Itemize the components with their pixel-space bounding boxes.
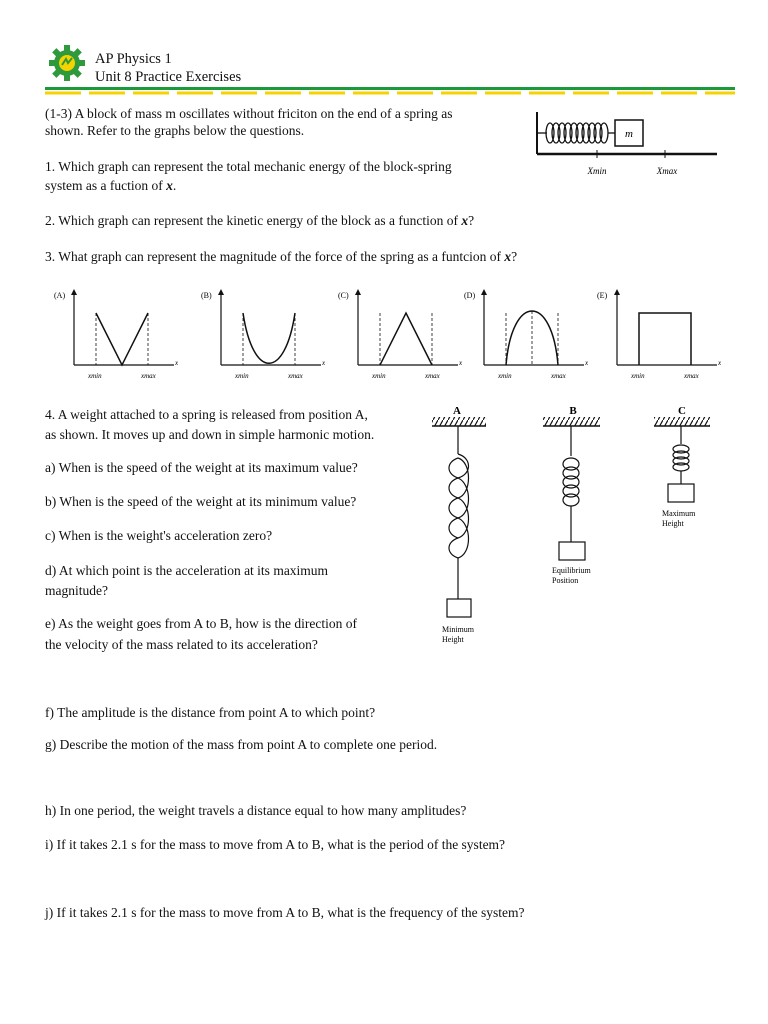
weight-c [668,484,694,502]
horizontal-spring [537,123,615,143]
question-2: 2. Which graph can represent the kinetic energy of the block as a function of x? [45,213,475,228]
graph-letter: (D) [464,291,476,300]
weight-b [559,542,585,560]
q4-part-a: a) When is the speed of the weight at its maximum value? [45,460,358,475]
graph-letter: (C) [338,291,349,300]
question-1-line-1: 1. Which graph can represent the total mechanic energy of the block-spring [45,159,452,174]
graph-a [54,289,179,380]
x-axis-label: x [175,359,179,367]
q4-part-d-line-1: d) At which point is the acceleration at its maximum [45,563,329,578]
xmax-tick-label: xmax [551,372,566,380]
q4-part-e-line-1: e) As the weight goes from A to B, how is the direction of [45,616,357,631]
graph-c [338,289,463,380]
logo [48,44,86,82]
xmin-tick-label: xmin [88,372,102,380]
spring-block-figure [535,108,720,180]
q4-stem-line-1: 4. A weight attached to a spring is released from position A, [45,407,368,422]
q4-part-b: b) When is the speed of the weight at its minimum value? [45,494,357,509]
mass-label: m [625,128,633,140]
intro-line-1: (1-3) A block of mass m oscillates without friciton on the end of a spring as [45,106,453,121]
graph-curve [380,313,432,365]
q4-part-h: h) In one period, the weight travels a distance equal to how many amplitudes? [45,803,467,818]
xmin-tick-label: xmin [498,372,512,380]
gear-icon [48,44,86,82]
q4-part-j: j) If it takes 2.1 s for the mass to move from A to B, what is the frequency of the system? [45,905,525,920]
xmin-label: Xmin [587,166,607,176]
header-stripe [45,86,735,96]
graph-letter: (A) [54,291,66,300]
equilibrium-label-2: Position [552,576,579,585]
course-title: AP Physics 1 [95,51,172,67]
xmax-label: Xmax [656,166,678,176]
question-1-line-2: system as a fuction of x. [45,178,177,193]
xmax-tick-label: xmax [425,372,440,380]
x-axis-label: x [718,359,722,367]
x-axis-label: x [459,359,463,367]
graph-curve [639,313,691,365]
maximum-height-label-1: Maximum [662,509,696,518]
q4-part-f: f) The amplitude is the distance from point A to which point? [45,705,376,720]
graph-options-figure [40,285,730,385]
label-c: C [678,405,686,417]
xmin-tick-label: xmin [235,372,249,380]
x-axis-label: x [322,359,326,367]
minimum-height-label-1: Minimum [442,625,475,634]
graph-curve [243,313,295,363]
x-axis-label: x [585,359,589,367]
question-3: 3. What graph can represent the magnitude of the force of the spring as a funtcion of x? [45,249,518,264]
graph-e [597,289,722,380]
y-axis-arrow [218,289,224,295]
ceiling-b [543,417,600,426]
maximum-height-label-2: Height [662,519,684,528]
intro-line-2: shown. Refer to the graphs below the questions. [45,123,305,138]
weight-a [447,599,471,617]
xmax-tick-label: xmax [684,372,699,380]
unit-title: Unit 8 Practice Exercises [95,69,242,85]
label-b: B [569,405,577,417]
q4-part-d-line-2: magnitude? [45,583,108,598]
spring-b [563,426,579,542]
hanging-spring-figure [428,402,728,652]
graph-curve [96,313,148,365]
y-axis-arrow [481,289,487,295]
minimum-height-label-2: Height [442,635,464,644]
y-axis-arrow [355,289,361,295]
q4-part-g: g) Describe the motion of the mass from point A to complete one period. [45,737,438,752]
xmax-tick-label: xmax [288,372,303,380]
ceiling-c [654,417,710,426]
spring-a [449,426,469,599]
graph-letter: (B) [201,291,212,300]
xmin-tick-label: xmin [372,372,386,380]
q4-part-e-line-2: the velocity of the mass related to its acceleration? [45,637,318,652]
graph-letter: (E) [597,291,608,300]
xmax-tick-label: xmax [141,372,156,380]
xmin-tick-label: xmin [631,372,645,380]
graph-b [201,289,326,380]
y-axis-arrow [614,289,620,295]
label-a: A [453,405,461,417]
spring-c [673,426,689,484]
y-axis-arrow [71,289,77,295]
q4-part-i: i) If it takes 2.1 s for the mass to move from A to B, what is the period of the system? [45,837,506,852]
equilibrium-label-1: Equilibrium [552,566,591,575]
q4-part-c: c) When is the weight's acceleration zero? [45,528,273,543]
ceiling-a [432,417,486,426]
graph-d [464,289,589,380]
q4-stem-line-2: as shown. It moves up and down in simple harmonic motion. [45,427,375,442]
